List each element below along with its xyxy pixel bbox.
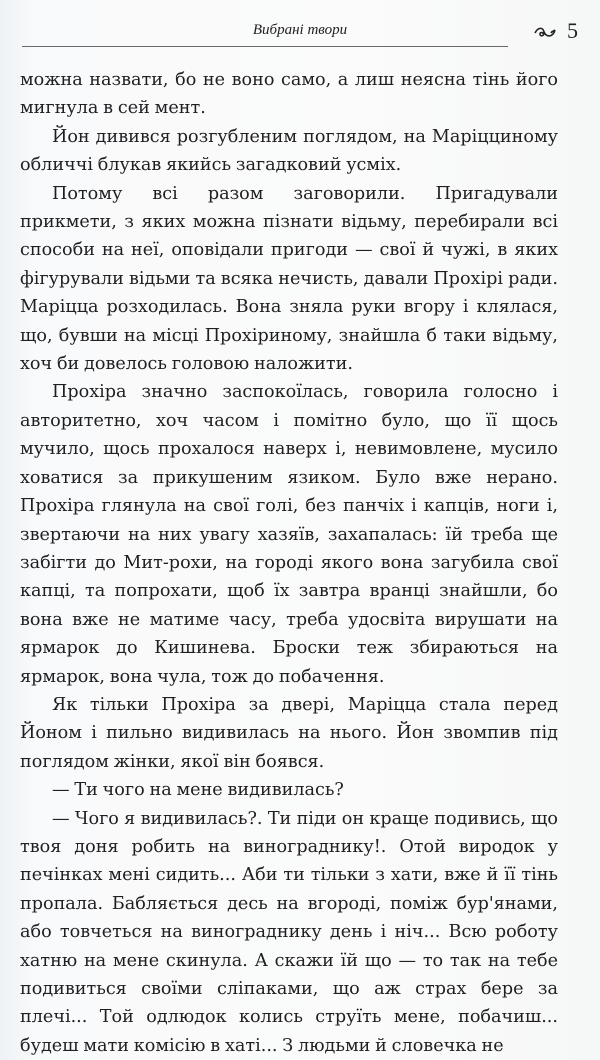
running-title: Вибрані твори — [252, 22, 348, 38]
header-rule — [22, 46, 508, 47]
paragraph: Йон дивився розгубленим поглядом, на Маріцциному обличчі блукав якийсь загадковий усміх. — [20, 126, 558, 176]
paragraph: Як тільки Прохіра за двері, Маріцца стала перед Йоном і пильно видивилась на нього. Йон звомпив під поглядом жінки, якої він боявся. — [20, 694, 558, 772]
paragraph: можна назвати, бо не воно само, а лиш неясна тінь його мигнула в сей мент. — [20, 70, 558, 119]
dialogue-line: — Ти чого на мене видивилась? — [52, 780, 344, 801]
swirl-ornament-icon — [534, 24, 556, 40]
dialogue-line: — Чого я видивилась?. Ти піди он краще подивись, що твоя доня робить на винограднику!. Отой виродок у печінках мені сидить... Аби ти тільки з хати, вже й її тінь пропала. Бабляється десь на вгороді, поміж бур'янами, або товчеться на винограднику день і ніч... Всю роботу хатню на мене скинула. А скажи їй що — то так на тебе подивиться своїми сліпаками, що аж страх бере за плечі... Той одлюдок колись струїть мене, побачиш... будеш мати комісію в хаті... З людьми й словечка не — [20, 808, 558, 1056]
page-header — [0, 14, 600, 44]
paragraph: Потому всі разом заговорили. Пригадували прикмети, з яких можна пізнати відьму, перебирали всі способи на неї, оповідали пригоди — свої й чужі, в яких фігурували відьми та всяка нечисть, давали Прохірі ради. Маріцца розходилась. Вона зняла руки вгору і клялася, що, бувши на місці Прохіриному, знайшла б таки відьму, хоч би довелось головою наложити. — [20, 183, 558, 375]
paragraph: Прохіра значно заспокоїлась, говорила голосно і авторитетно, хоч часом і помітно було, що її щось мучило, щось прохалося наверх і, невимовлене, мусило ховатися за прикушеним язиком. Було вже нерано. Прохіра глянула на свої голі, без панчіх і капців, ноги і, звертаючи на них увагу хазяїв, захапалась: їй треба ще забігти до Мит-рохи, на городі якого вона загубила свої капці, та попрохати, щоб їх завтра вранці знайшли, бо вона вже не матиме часу, треба удосвіта вирушати на ярмарок до Кишинева. Броски теж збираються на ярмарок, вона чула, тож до побачення. — [20, 382, 558, 687]
page-number: 5 — [567, 18, 578, 43]
text-body — [20, 66, 558, 1060]
